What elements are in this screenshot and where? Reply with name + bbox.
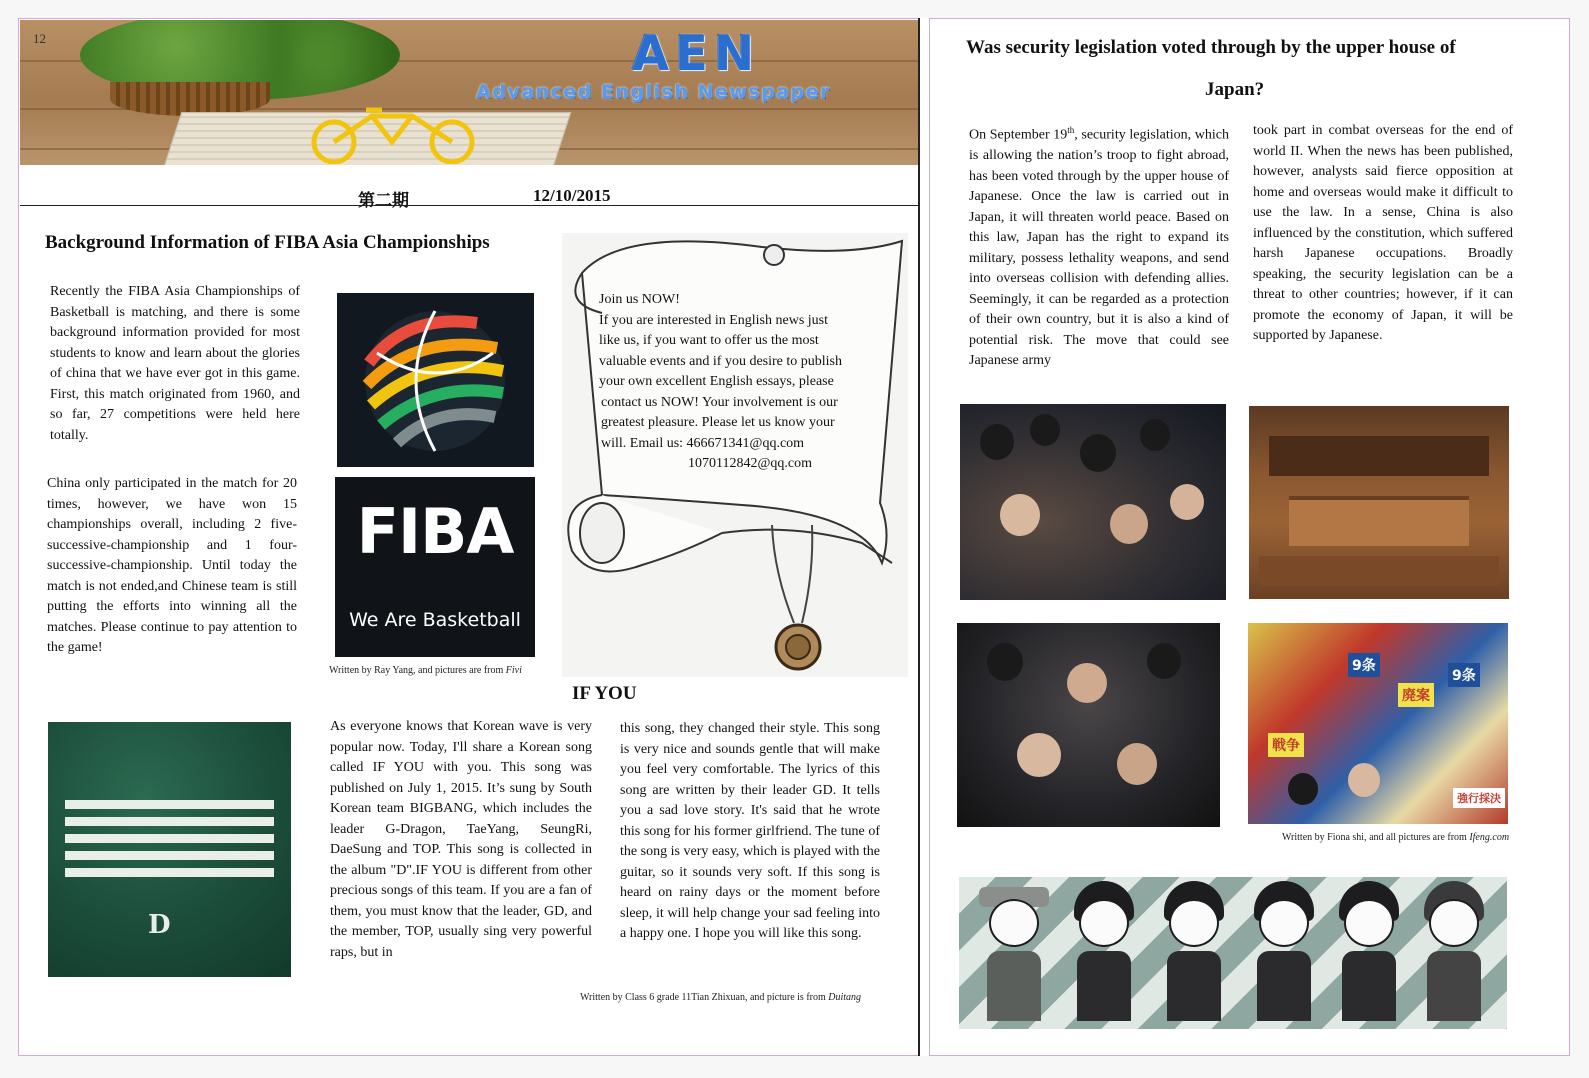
photo-parliament-scuffle-2 bbox=[957, 623, 1220, 827]
if-you-credit: Written by Class 6 grade 11Tian Zhixuan, and picture is from Duitang bbox=[580, 992, 862, 1003]
bigbang-cartoon-banner bbox=[959, 877, 1507, 1029]
fiba-headline: Background Information of FIBA Asia Championships bbox=[45, 232, 490, 253]
issue-label: 第二期 bbox=[358, 191, 409, 210]
masthead-banner bbox=[20, 20, 918, 165]
fiba-tagline: We Are Basketball bbox=[349, 609, 521, 631]
japan-headline-line-1: Was security legislation voted through by the upper house of bbox=[966, 37, 1456, 58]
issue-date: 12/10/2015 bbox=[533, 186, 611, 205]
japan-headline-line-2: Japan? bbox=[1205, 79, 1265, 100]
join-us-text bbox=[599, 290, 842, 475]
fiba-paragraph-2: China only participated in the match for 20 times, however, we have won 15 championships overall, including 2 five-successive-championship and 1 four-successive-championship. Until today the match is not ended,and Chinese team is still putting the efforts into winning all the matches. Please continue to pay attention to the game! bbox=[47, 476, 297, 655]
protest-sign: 9条 bbox=[1448, 663, 1480, 687]
basket-illustration bbox=[110, 82, 270, 116]
fiba-paragraph-1: Recently the FIBA Asia Championships of Basketball is matching, and there is some background information provided for most students to know and learn about the glories of china that we have ever got in this game. First, this match originated from 1960, and so far, 27 competitions were held here totally. bbox=[50, 284, 300, 443]
fiba-wordmark-logo bbox=[335, 477, 535, 657]
protest-sign: 廃案 bbox=[1398, 683, 1434, 707]
bicycle-icon bbox=[302, 106, 502, 164]
photo-upper-house-chamber bbox=[1249, 406, 1509, 599]
join-us-email-2: 1070112842@qq.com bbox=[688, 456, 812, 471]
join-us-line: If you are interested in English news just bbox=[599, 312, 829, 328]
join-us-line: like us, if you want to offer us the most bbox=[599, 333, 819, 348]
join-us-line: valuable events and if you desire to publish bbox=[599, 353, 842, 369]
join-us-line: Join us NOW! bbox=[599, 292, 680, 307]
if-you-headline: IF YOU bbox=[572, 683, 637, 704]
photo-parliament-scuffle-1 bbox=[960, 404, 1226, 600]
fiba-wordmark-text: FIBA bbox=[356, 495, 514, 568]
page-spine bbox=[918, 18, 930, 1056]
header-divider bbox=[20, 205, 918, 206]
protest-sign: 戦争 bbox=[1268, 733, 1304, 757]
if-you-column-2: this song, they changed their style. This song is very nice and sounds gentle that will make you feel very comfortable. The lyrics of this song are written by their leader GD. It tells you a sad love story. It's said that he wrote this song for his former girlfriend. The tune of the song is very easy, which is played with the guitar, so it sounds very soft. If this song is heard on rainy days or the moment before sleep, it will help change your sad feeling into a happy one. I hope you will like this song. bbox=[620, 721, 880, 941]
join-us-email-1: will. Email us: 466671341@qq.com bbox=[601, 435, 805, 451]
protest-sign: 9条 bbox=[1348, 653, 1380, 677]
join-us-line: greatest pleasure. Please let us know your bbox=[601, 415, 835, 430]
join-us-line: contact us NOW! Your involvement is our bbox=[601, 394, 838, 410]
album-cover-d bbox=[48, 722, 291, 977]
fiba-ball-logo bbox=[337, 293, 534, 467]
page-number: 12 bbox=[33, 31, 46, 46]
japan-column-2: took part in combat overseas for the end of world II. When the news has been published, however, analysts said fierce opposition at home and overseas would make it difficult to use the law. In a sense, China is also influenced by the constitution, which suffered harsh Japanese occupations. Broadly speaking, the security legislation can be a threat to other countries; however, if it can promote the economy of Japan, it will be supported by Japanese. bbox=[1253, 123, 1513, 343]
protest-sign: 強行採決 bbox=[1453, 788, 1505, 808]
japan-credit: Written by Fiona shi, and all pictures are from Ifeng.com bbox=[1282, 832, 1510, 843]
japan-column-1: On September 19th, security legislation, which is allowing the nation’s troop to fight abroad, has been voted through by the upper house of Japanese. Once the law is carried out in Japan, it will threaten world peace. Based on this law, Japan has the right to expand its military, possess lethality weapons, and send into overseas collision with defending allies. Seemingly, it can be regarded as a protection of their own country, but it is also a kind of potential risk. The move that could see Japanese army bbox=[969, 125, 1230, 369]
join-us-line: your own excellent English essays, please bbox=[599, 374, 834, 389]
if-you-column-1: As everyone knows that Korean wave is very popular now. Today, I'll share a Korean song called IF YOU with you. This song was published on July 1, 2015. It’s sung by South Korean team BIGBANG, which includes the leader G-Dragon, TaeYang, SeungRi, DaeSung and TOP. This song is collected in the album "D".IF YOU is different from other precious songs of this team. If you are a fan of them, you must know that the leader, GD, and the member, TOP, usually sing very powerful raps, but in bbox=[330, 719, 592, 960]
album-letter: D bbox=[148, 910, 171, 940]
masthead-logo: AEN bbox=[632, 26, 761, 82]
photo-protest-crowd bbox=[1248, 623, 1508, 824]
fiba-credit: Written by Ray Yang, and pictures are from Fivi bbox=[329, 665, 522, 676]
masthead-subtitle: Advanced English Newspaper bbox=[476, 81, 831, 103]
